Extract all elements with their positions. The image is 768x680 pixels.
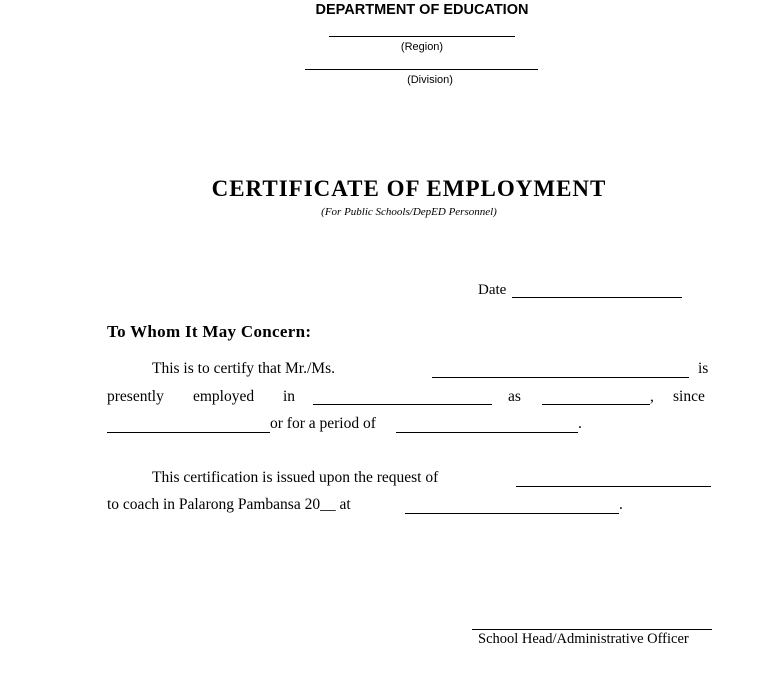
word-employed: employed xyxy=(193,388,255,405)
position-blank-line xyxy=(542,404,650,405)
school-blank-line xyxy=(313,404,492,405)
start-date-blank-line xyxy=(107,432,270,433)
venue-blank-line xyxy=(405,513,619,514)
signature-label: School Head/Administrative Officer xyxy=(478,631,689,647)
date-blank-line xyxy=(512,297,682,298)
para1-line1-start: This is to certify that Mr./Ms. xyxy=(152,360,335,377)
signature-blank-line xyxy=(472,629,712,630)
department-heading: DEPARTMENT OF EDUCATION xyxy=(315,2,529,18)
region-blank-line xyxy=(329,36,515,37)
para1-line3-mid: or for a period of xyxy=(270,415,376,432)
para2-line2-start: to coach in Palarong Pambansa 20__ at xyxy=(107,496,351,513)
date-label: Date xyxy=(478,282,507,298)
greeting: To Whom It May Concern: xyxy=(107,322,312,341)
certificate-title: CERTIFICATE OF EMPLOYMENT xyxy=(211,176,607,201)
certificate-subtitle: (For Public Schools/DepED Personnel) xyxy=(321,206,497,218)
comma: , xyxy=(650,388,654,405)
requester-blank-line xyxy=(516,486,711,487)
word-since: since xyxy=(673,388,705,405)
word-as: as xyxy=(508,388,521,405)
employee-name-blank-line xyxy=(432,377,689,378)
word-presently: presently xyxy=(107,388,164,405)
para1-line1-end: is xyxy=(698,360,709,377)
para2-line2-end: . xyxy=(619,496,623,513)
period-blank-line xyxy=(396,432,578,433)
division-label: (Division) xyxy=(407,74,453,86)
word-in: in xyxy=(283,388,296,405)
para2-line1: This certification is issued upon the request of xyxy=(152,469,439,486)
para1-line3-end: . xyxy=(578,415,582,432)
division-blank-line xyxy=(305,69,538,70)
region-label: (Region) xyxy=(400,41,444,53)
